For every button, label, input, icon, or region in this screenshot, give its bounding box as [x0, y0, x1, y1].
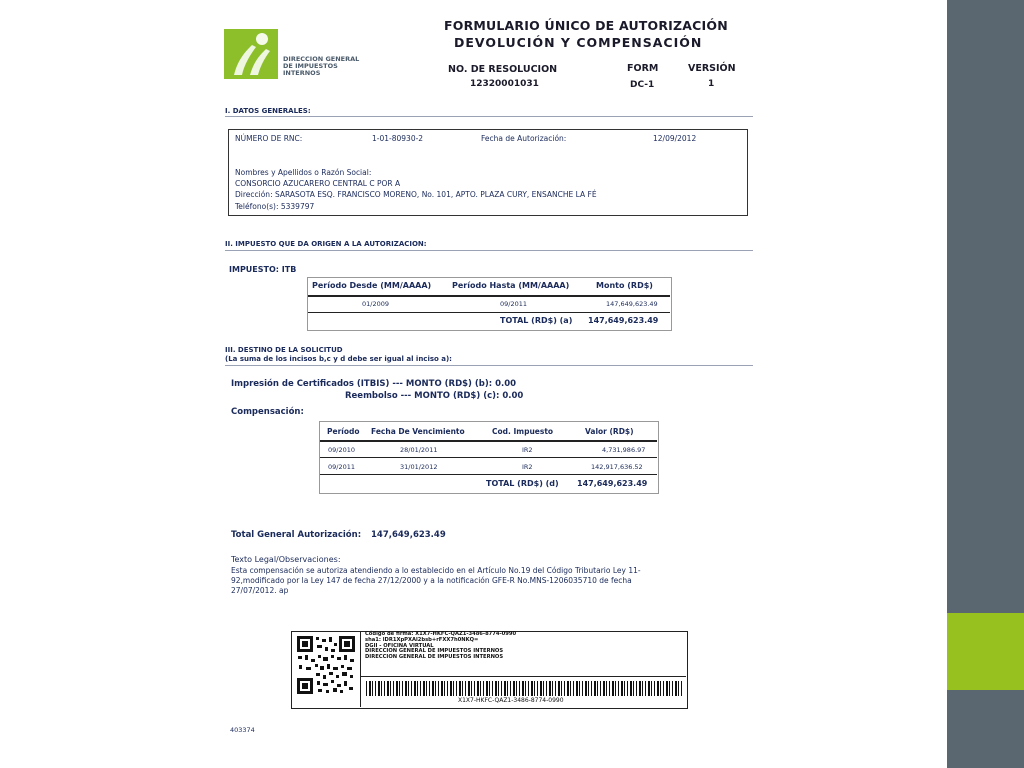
comp-row1-rule [320, 457, 657, 458]
stamp-text-block [365, 632, 516, 661]
stamp-line-2: sha1: lDR1XpPXAl2bsb+rFXX7h0NKQ= [365, 636, 479, 643]
page-code: 403374 [230, 726, 255, 734]
stamp-line-1: Código de firma: X1X7-HKFC-QAZ1-3486-8774-0990 [365, 631, 517, 637]
rnc-value: 1-01-80930-2 [372, 134, 424, 143]
name-label: Nombres y Apellidos o Razón Social: [235, 168, 372, 177]
section3-note: (La suma de los incisos b,c y d debe ser igual al inciso a): [225, 355, 452, 363]
stamp-divider-horizontal [361, 676, 686, 677]
comp-row1-cod: IR2 [522, 446, 533, 454]
legal-text-3: 27/07/2012. ap [231, 586, 289, 595]
tax-row-desde: 01/2009 [362, 300, 390, 308]
section3-title: III. DESTINO DE LA SOLICITUD [225, 346, 343, 354]
rnc-label: NÚMERO DE RNC: [235, 134, 303, 143]
comp-row2-cod: IR2 [522, 463, 533, 471]
form-label: FORM [627, 63, 659, 74]
qr-code-icon [296, 635, 356, 695]
comp-row2-periodo: 09/2011 [328, 463, 356, 471]
comp-col-fecha: Fecha De Vencimiento [371, 427, 465, 436]
tax-col-monto: Monto (RD$) [596, 281, 653, 290]
tax-row-monto: 147,649,623.49 [606, 300, 658, 308]
total-general-value: 147,649,623.49 [371, 530, 446, 540]
address-text: Dirección: SARASOTA ESQ. FRANCISCO MORENO, No. 101, APTO. PLAZA CURY, ENSANCHE LA FÉ [235, 190, 597, 199]
refund-line: Reembolso --- MONTO (RD$) (c): 0.00 [345, 391, 524, 401]
legal-text-1: Esta compensación se autoriza atendiendo a lo establecido en el Artículo No.19 del Código Tributario Ley 11- [231, 566, 641, 575]
barcode-icon [366, 681, 682, 696]
comp-header-rule [320, 440, 657, 442]
comp-row1-fecha: 28/01/2011 [400, 446, 438, 454]
tax-row-rule [308, 312, 670, 313]
form-value: DC-1 [630, 80, 655, 90]
form-subtitle: DEVOLUCIÓN Y COMPENSACIÓN [454, 35, 703, 50]
comp-row2-valor: 142,917,636.52 [591, 463, 643, 471]
phone-text: Teléfono(s): 5339797 [235, 202, 315, 211]
stamp-line-4: DIRECCION GENERAL DE IMPUESTOS INTERNOS [365, 648, 504, 655]
stamp-line-5: DIRECCION GENERAL DE IMPUESTOS INTERNOS [365, 654, 504, 661]
stamp-line-3: DGII - OFICINA VIRTUAL [365, 642, 434, 649]
barcode-text: X1X7-HKFC-QAZ1-3486-8774-0990 [458, 697, 564, 704]
total-general-label: Total General Autorización: [231, 530, 362, 540]
form-title: FORMULARIO ÚNICO DE AUTORIZACIÓN [444, 18, 728, 33]
tax-row-hasta: 09/2011 [500, 300, 528, 308]
stamp-divider-vertical [360, 632, 361, 707]
section1-rule [225, 116, 753, 117]
compensation-label: Compensación: [231, 407, 304, 417]
tax-header-rule [308, 295, 670, 297]
tax-col-hasta: Período Hasta (MM/AAAA) [452, 281, 570, 290]
tax-col-desde: Período Desde (MM/AAAA) [312, 281, 432, 290]
comp-row1-periodo: 09/2010 [328, 446, 356, 454]
comp-total-value: 147,649,623.49 [577, 479, 648, 488]
comp-col-cod: Cod. Impuesto [492, 427, 554, 436]
legal-text-2: 92,modificado por la Ley 147 de fecha 27/12/2000 y a la notificación GFE-R No.MNS-1206035710 de fecha [231, 576, 632, 585]
resolution-value: 12320001031 [470, 79, 539, 89]
section1-title: I. DATOS GENERALES: [225, 107, 311, 115]
legal-label: Texto Legal/Observaciones: [231, 555, 341, 564]
tax-total-value: 147,649,623.49 [588, 316, 659, 325]
comp-row2-fecha: 31/01/2012 [400, 463, 438, 471]
auth-date-value: 12/09/2012 [653, 134, 697, 143]
dgii-logo-icon [224, 29, 278, 79]
section2-title: II. IMPUESTO QUE DA ORIGEN A LA AUTORIZACION: [225, 240, 427, 248]
comp-row2-rule [320, 474, 657, 475]
name-value: CONSORCIO AZUCARERO CENTRAL C POR A [235, 179, 401, 188]
logo-text: DIRECCION GENERAL DE IMPUESTOS INTERNOS [283, 55, 360, 77]
auth-date-label: Fecha de Autorización: [481, 134, 567, 143]
comp-total-label: TOTAL (RD$) (d) [486, 479, 559, 488]
comp-col-periodo: Período [327, 427, 360, 436]
resolution-label: NO. DE RESOLUCION [448, 64, 558, 75]
comp-row1-valor: 4,731,986.97 [602, 446, 646, 454]
comp-col-valor: Valor (RD$) [585, 427, 634, 436]
version-value: 1 [708, 79, 715, 89]
version-label: VERSIÓN [688, 63, 736, 74]
tax-total-label: TOTAL (RD$) (a) [500, 316, 573, 325]
section2-rule [225, 250, 753, 251]
sidebar-accent-block [947, 613, 1024, 690]
print-line: Impresión de Certificados (ITBIS) --- MONTO (RD$) (b): 0.00 [231, 379, 517, 389]
section3-rule [225, 365, 753, 366]
tax-label: IMPUESTO: ITB [229, 265, 297, 274]
